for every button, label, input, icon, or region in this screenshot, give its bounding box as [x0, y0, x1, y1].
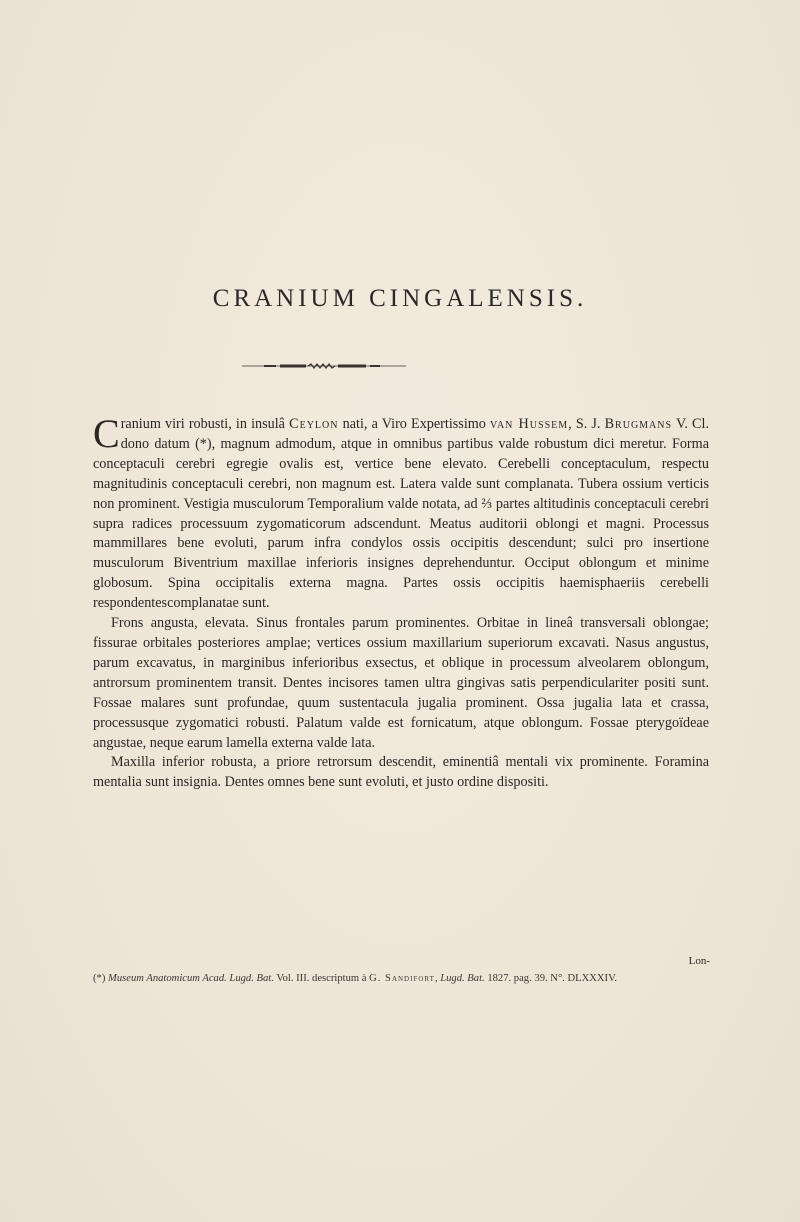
paragraph-2: Frons angusta, elevata. Sinus frontales parum prominentes. Orbitae in lineâ transversali oblongae; fissurae orbitales posteriores amplae; vertices ossium maxillarium superiorum excavati. Nasus angustus, parum excavatus, in marginibus inferioribus exsectus, et oblique in processum alveolarem oblongum, antrorsum prominentem transit. Dentes incisores tamen ultra gingivas satis perpendiculariter positi sunt. Fossae malares sunt profundae, quum sustentacula jugalia prominent. Ossa jugalia lata et crassa, processusque zygomatici robusti. Palatum valde est fornicatum, atque oblongum. Fossae pterygoïdeae angustae, neque earum lamella externa valde lata.: [93, 615, 709, 751]
paragraph-3: Maxilla inferior robusta, a priore retrorsum descendit, eminentiâ mentali vix prominente. Foramina mentalia sunt insignia. Dentes omnes bene sunt evoluti, et justo ordine dispositi.: [93, 754, 709, 791]
footnote-author: G. Sandifort: [369, 973, 435, 984]
page-title: CRANIUM CINGALENSIS.: [212, 284, 588, 312]
footnote-work-title: Museum Anatomicum Acad. Lugd. Bat.: [108, 973, 274, 984]
footnote-place: Lugd. Bat.: [440, 973, 485, 984]
person-name-1: van Hussem: [490, 416, 569, 432]
person-name-2: Brugmans: [604, 416, 673, 432]
drop-cap: C: [93, 411, 120, 456]
paragraph-1: Cranium viri robusti, in insulâ Ceylon nati, a Viro Expertissimo van Hussem, S. J. Brugmans V. Cl. dono datum (*), magnum admodum, atque in omnibus partibus valde robustum dici meretur. Forma conceptaculi cerebri egregie ovalis est, vertice bene elevato. Cerebelli conceptaculum, respectu magnitudinis conceptaculi cerebri, non magnum est. Latera valde sunt complanata. Tubera ossium verticis non prominent. Vestigia musculorum Temporalium valde notata, ad ⅔ partes altitudinis conceptaculi cerebri supra radices processuum zygomaticorum adscendunt. Meatus auditorii oblongi et magni. Processus mammillares bene evoluti, parum infra condylos ossis occipitis descendunt; sulci pro insertione musculorum Biventrium maxillae inferioris insignes deprehenduntur. Occiput oblongum et minime globosum. Spina occipitalis externa magna. Partes ossis occipitis haemisphaeriis cerebelli respondentescomplanatae sunt.: [93, 411, 709, 612]
footnote: (*) Museum Anatomicum Acad. Lugd. Bat. Vol. III. descriptum à G. Sandifort, Lugd. Bat. 1827. pag. 39. N°. DLXXXIV.: [93, 973, 618, 984]
catchword: Lon-: [688, 955, 710, 967]
ornament-rule: [242, 362, 406, 370]
body-text: [93, 411, 709, 793]
place-name: Ceylon: [289, 416, 339, 432]
